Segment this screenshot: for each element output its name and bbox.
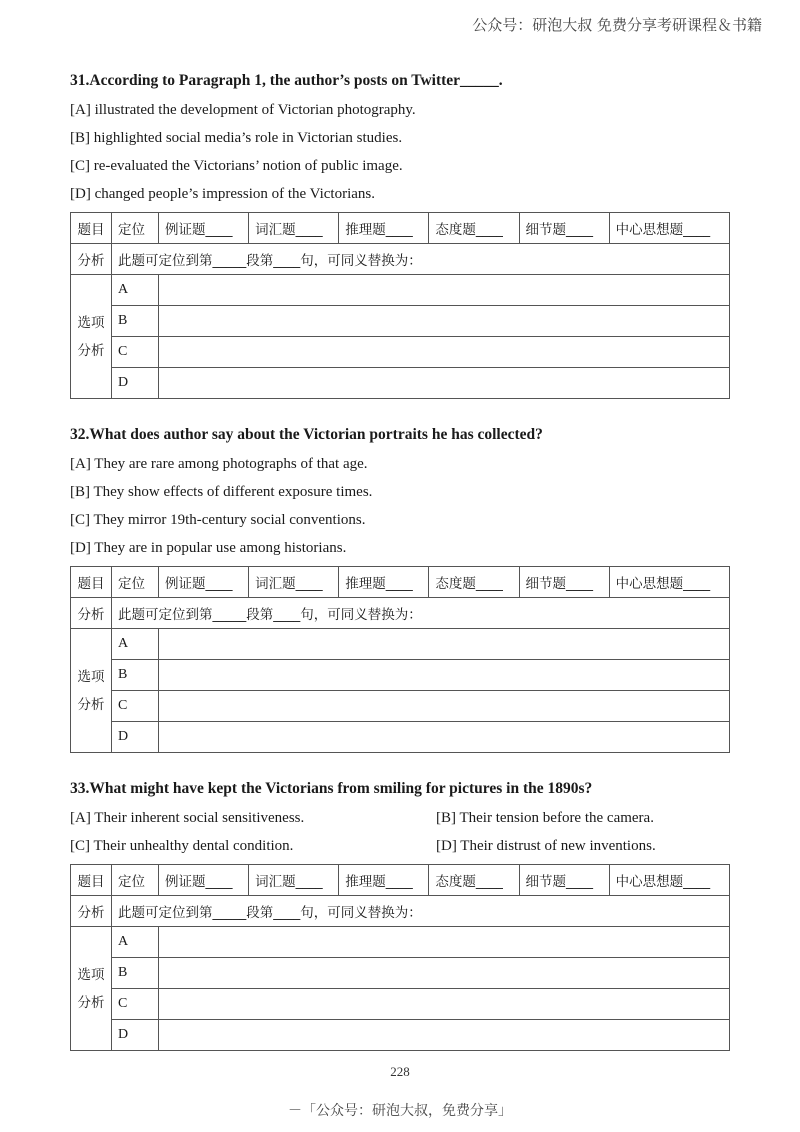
locate-sentence: 此题可定位到第_____段第____句，可同义替换为： bbox=[112, 896, 730, 927]
option-d: [D] They are in popular use among historians. bbox=[70, 540, 347, 556]
letter-d: D bbox=[112, 722, 159, 753]
type-example: 例证题____ bbox=[159, 213, 249, 244]
question-31 bbox=[70, 72, 730, 399]
label-locate: 定位 bbox=[112, 567, 159, 598]
option-c: [C] They mirror 19th-century social conventions. bbox=[70, 512, 366, 528]
type-attitude: 态度题____ bbox=[429, 865, 519, 896]
label-analysis: 分析 bbox=[71, 598, 112, 629]
type-vocab: 词汇题____ bbox=[249, 865, 339, 896]
answer-cell-a[interactable] bbox=[159, 629, 730, 660]
analysis-table bbox=[70, 566, 730, 753]
option-a: [A] They are rare among photographs of that age. bbox=[70, 456, 368, 472]
type-main-idea: 中心思想题____ bbox=[609, 213, 729, 244]
letter-c: C bbox=[112, 989, 159, 1020]
label-options: 选项 bbox=[77, 966, 105, 983]
label-analysis: 分析 bbox=[71, 244, 112, 275]
label-topic: 题目 bbox=[71, 567, 112, 598]
label-topic: 题目 bbox=[71, 865, 112, 896]
letter-d: D bbox=[112, 1020, 159, 1051]
label-locate: 定位 bbox=[112, 213, 159, 244]
header-note: 公众号：研泡大叔 免费分享考研课程＆书籍 bbox=[472, 16, 762, 34]
question-32 bbox=[70, 426, 730, 753]
type-inference: 推理题____ bbox=[339, 567, 429, 598]
label-analysis-2: 分析 bbox=[77, 994, 105, 1011]
answer-cell-d[interactable] bbox=[159, 722, 730, 753]
letter-a: A bbox=[112, 629, 159, 660]
type-detail: 细节题____ bbox=[519, 567, 609, 598]
option-d: [D] Their distrust of new inventions. bbox=[436, 838, 656, 854]
letter-b: B bbox=[112, 306, 159, 337]
label-options: 选项 bbox=[77, 314, 105, 331]
type-main-idea: 中心思想题____ bbox=[609, 567, 729, 598]
letter-b: B bbox=[112, 958, 159, 989]
type-vocab: 词汇题____ bbox=[249, 567, 339, 598]
answer-cell-c[interactable] bbox=[159, 989, 730, 1020]
label-analysis-2: 分析 bbox=[77, 342, 105, 359]
option-a: [A] illustrated the development of Victorian photography. bbox=[70, 102, 416, 118]
type-main-idea: 中心思想题____ bbox=[609, 865, 729, 896]
options-analysis-label bbox=[71, 927, 112, 1051]
footer-note: －「公众号：研泡大叔，免费分享」 bbox=[288, 1103, 512, 1119]
answer-cell-c[interactable] bbox=[159, 691, 730, 722]
answer-cell-b[interactable] bbox=[159, 660, 730, 691]
question-title: 31.According to Paragraph 1, the author’s posts on Twitter_____. bbox=[70, 72, 503, 89]
type-attitude: 态度题____ bbox=[429, 213, 519, 244]
analysis-table bbox=[70, 212, 730, 399]
letter-c: C bbox=[112, 691, 159, 722]
type-vocab: 词汇题____ bbox=[249, 213, 339, 244]
label-analysis-2: 分析 bbox=[77, 696, 105, 713]
letter-c: C bbox=[112, 337, 159, 368]
type-inference: 推理题____ bbox=[339, 865, 429, 896]
option-b: [B] They show effects of different exposure times. bbox=[70, 484, 373, 500]
type-inference: 推理题____ bbox=[339, 213, 429, 244]
letter-a: A bbox=[112, 927, 159, 958]
option-row-cd bbox=[70, 836, 730, 864]
label-options: 选项 bbox=[77, 668, 105, 685]
answer-cell-c[interactable] bbox=[159, 337, 730, 368]
options-analysis-label bbox=[71, 629, 112, 753]
option-b: [B] Their tension before the camera. bbox=[436, 810, 654, 826]
answer-cell-a[interactable] bbox=[159, 927, 730, 958]
option-c: [C] Their unhealthy dental condition. bbox=[70, 838, 294, 854]
page-number: 228 bbox=[390, 1064, 410, 1079]
type-example: 例证题____ bbox=[159, 567, 249, 598]
option-b: [B] highlighted social media’s role in Victorian studies. bbox=[70, 130, 403, 146]
type-detail: 细节题____ bbox=[519, 865, 609, 896]
question-33 bbox=[70, 780, 730, 1051]
type-attitude: 态度题____ bbox=[429, 567, 519, 598]
answer-cell-a[interactable] bbox=[159, 275, 730, 306]
question-title: 33.What might have kept the Victorians from smiling for pictures in the 1890s? bbox=[70, 780, 593, 797]
option-d: [D] changed people’s impression of the Victorians. bbox=[70, 186, 375, 202]
answer-cell-d[interactable] bbox=[159, 1020, 730, 1051]
letter-d: D bbox=[112, 368, 159, 399]
option-c: [C] re-evaluated the Victorians’ notion of public image. bbox=[70, 158, 403, 174]
question-title: 32.What does author say about the Victorian portraits he has collected? bbox=[70, 426, 543, 443]
label-analysis: 分析 bbox=[71, 896, 112, 927]
locate-sentence: 此题可定位到第_____段第____句，可同义替换为： bbox=[112, 244, 730, 275]
label-topic: 题目 bbox=[71, 213, 112, 244]
answer-cell-b[interactable] bbox=[159, 306, 730, 337]
analysis-table bbox=[70, 864, 730, 1051]
label-locate: 定位 bbox=[112, 865, 159, 896]
option-a: [A] Their inherent social sensitiveness. bbox=[70, 810, 305, 826]
letter-a: A bbox=[112, 275, 159, 306]
type-example: 例证题____ bbox=[159, 865, 249, 896]
answer-cell-d[interactable] bbox=[159, 368, 730, 399]
locate-sentence: 此题可定位到第_____段第____句，可同义替换为： bbox=[112, 598, 730, 629]
option-row-ab bbox=[70, 808, 730, 836]
answer-cell-b[interactable] bbox=[159, 958, 730, 989]
type-detail: 细节题____ bbox=[519, 213, 609, 244]
options-analysis-label bbox=[71, 275, 112, 399]
letter-b: B bbox=[112, 660, 159, 691]
